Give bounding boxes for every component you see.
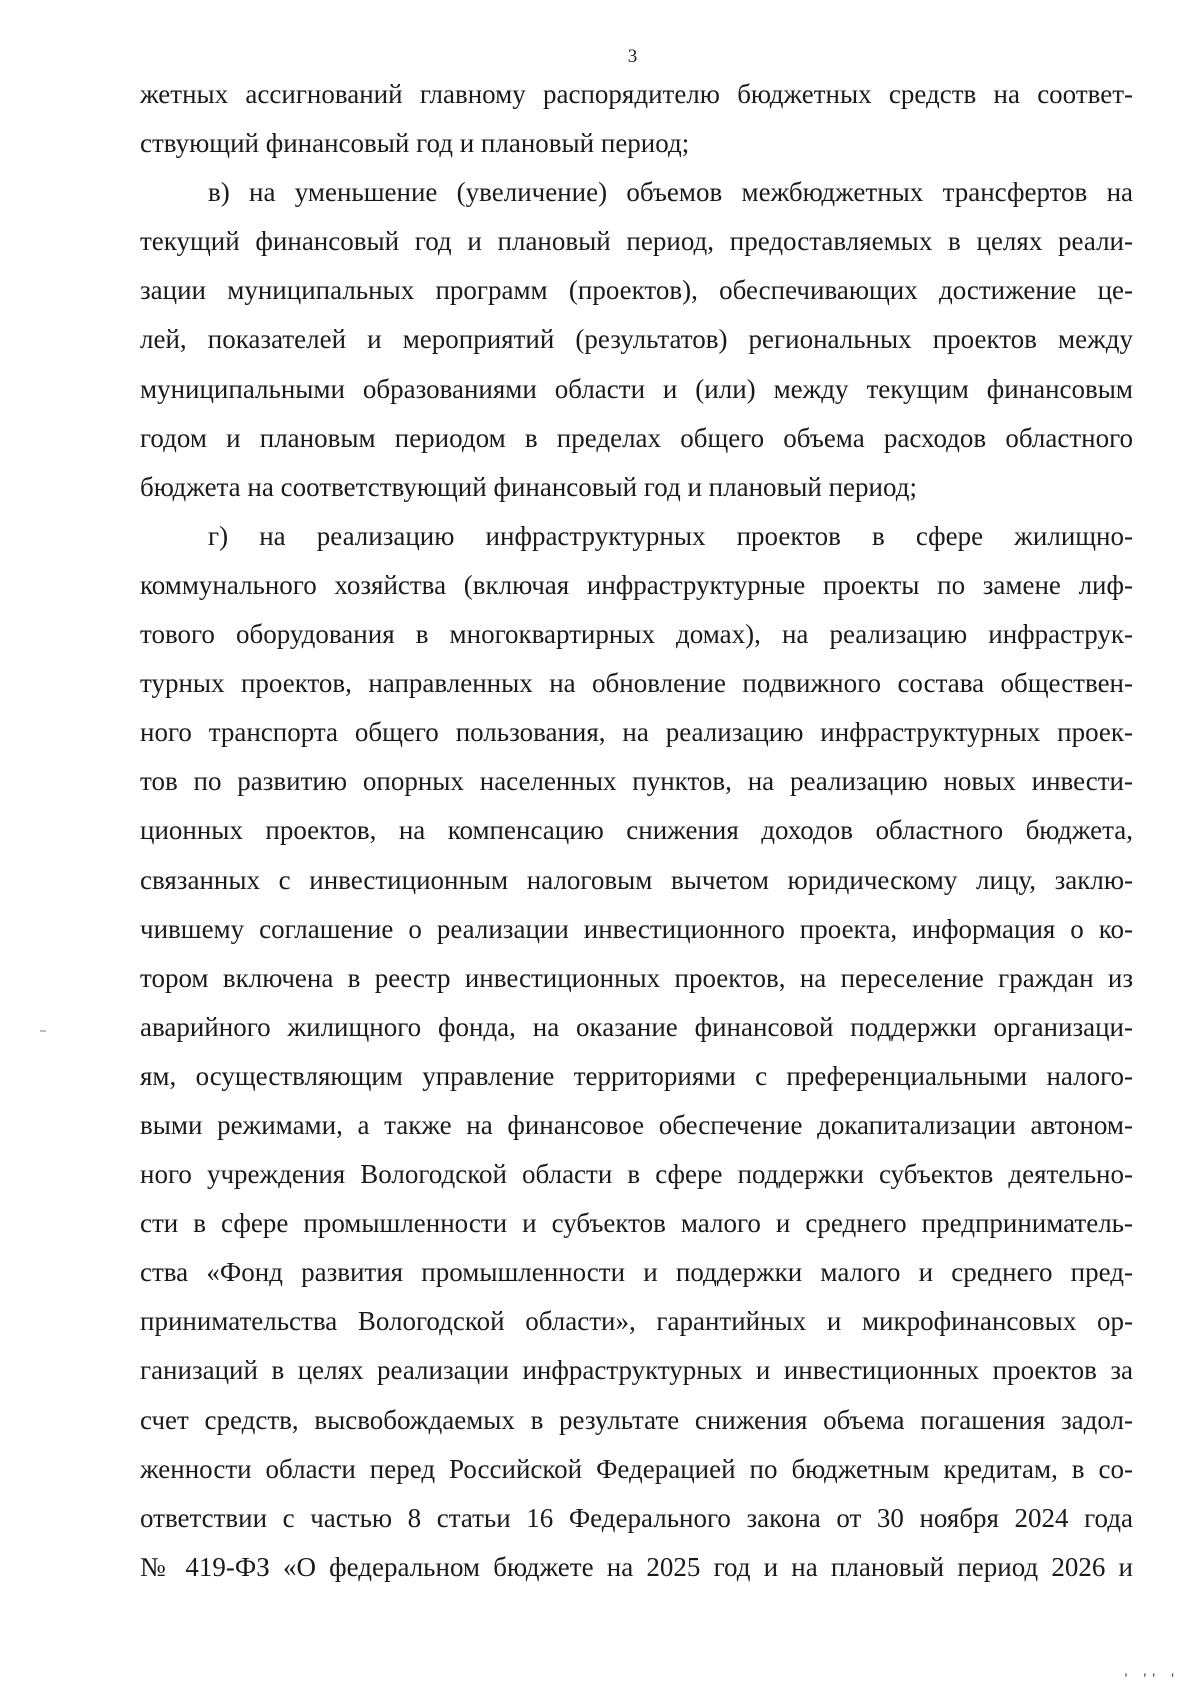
paragraph-start-line: в) на уменьшение (увеличение) объемов межбюджетных трансфертов на xyxy=(208,177,1133,208)
text-line: связанных с инвестиционным налоговым вычетом юридическому лицу, заклю- xyxy=(140,864,1133,895)
text-line: выми режимами, а также на финансовое обеспечение докапитализации автоном- xyxy=(140,1109,1133,1140)
text-line: годом и плановым периодом в пределах общего объема расходов областного xyxy=(140,422,1133,453)
text-line: ного учреждения Вологодской области в сфере поддержки субъектов деятельно- xyxy=(140,1159,1133,1190)
text-line: аварийного жилищного фонда, на оказание финансовой поддержки организаци- xyxy=(140,1011,1133,1042)
text-line: муниципальными образованиями области и (или) между текущим финансовым xyxy=(140,373,1133,404)
text-line: текущий финансовый год и плановый период, предоставляемых в целях реали- xyxy=(140,226,1133,257)
text-line: ционных проектов, на компенсацию снижения доходов областного бюджета, xyxy=(140,815,1133,846)
text-line: ствующий финансовый год и плановый период; xyxy=(140,128,690,159)
scan-corner-marks: ' '' ' xyxy=(1124,1671,1180,1688)
page-number: 3 xyxy=(627,46,638,67)
text-line: ного транспорта общего пользования, на реализацию инфраструктурных проек- xyxy=(140,717,1133,748)
text-line: лей, показателей и мероприятий (результатов) региональных проектов между xyxy=(140,324,1133,355)
text-line: женности области перед Российской Федерацией по бюджетным кредитам, в со- xyxy=(140,1453,1133,1484)
text-line: ям, осуществляющим управление территориями с преференциальными налого- xyxy=(140,1060,1133,1091)
text-line: тового оборудования в многоквартирных домах), на реализацию инфраструк- xyxy=(140,619,1133,650)
text-line: ства «Фонд развития промышленности и поддержки малого и среднего пред- xyxy=(140,1257,1133,1288)
paragraph-start-line: г) на реализацию инфраструктурных проектов в сфере жилищно- xyxy=(208,520,1133,551)
text-line: зации муниципальных программ (проектов), обеспечивающих достижение це- xyxy=(140,275,1133,306)
text-line: принимательства Вологодской области», гарантийных и микрофинансовых ор- xyxy=(140,1306,1133,1337)
text-line: жетных ассигнований главному распорядителю бюджетных средств на соответ- xyxy=(140,79,1133,109)
document-body xyxy=(140,70,1133,1592)
text-line: сти в сфере промышленности и субъектов малого и среднего предприниматель- xyxy=(140,1208,1133,1239)
text-line: чившему соглашение о реализации инвестиционного проекта, информация о ко- xyxy=(140,913,1133,944)
text-line: бюджета на соответствующий финансовый год и плановый период; xyxy=(140,471,917,502)
scan-margin-mark xyxy=(40,1030,46,1032)
text-line: счет средств, высвобождаемых в результате снижения объема погашения задол- xyxy=(140,1404,1133,1435)
text-line: коммунального хозяйства (включая инфраструктурные проекты по замене лиф- xyxy=(140,569,1133,600)
text-line: тов по развитию опорных населенных пунктов, на реализацию новых инвести- xyxy=(140,766,1133,797)
text-line: ганизаций в целях реализации инфраструктурных и инвестиционных проектов за xyxy=(140,1355,1133,1386)
text-line: турных проектов, направленных на обновление подвижного состава обществен- xyxy=(140,668,1133,699)
text-line: тором включена в реестр инвестиционных проектов, на переселение граждан из xyxy=(140,962,1133,993)
text-line: ответствии с частью 8 статьи 16 Федерального закона от 30 ноября 2024 года xyxy=(140,1502,1133,1533)
text-line: № 419-ФЗ «О федеральном бюджете на 2025 год и на плановый период 2026 и xyxy=(140,1551,1133,1582)
